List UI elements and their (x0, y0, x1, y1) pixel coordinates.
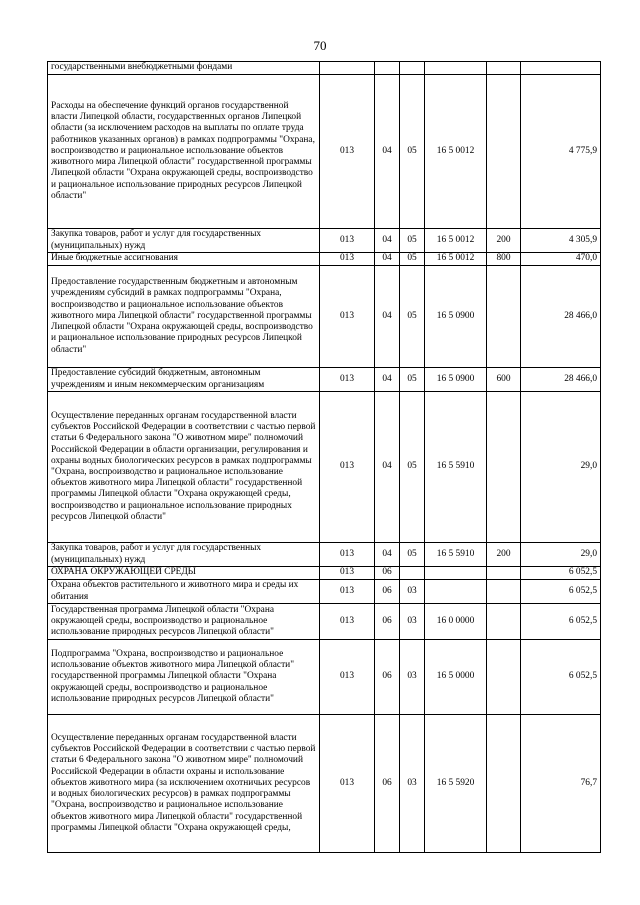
target-article-code: 16 5 0012 (425, 75, 487, 229)
row-description: Подпрограмма "Охрана, воспроизводство и рациональное использование объектов животного мира Липецкой области" государственной программы Липецкой области "Охрана окружающей среды, воспроизводство и рациональное использование природных ресурсов Липецкой области" (48, 640, 320, 715)
target-article-code (425, 62, 487, 75)
expense-type-code: 800 (487, 253, 521, 266)
subsection-code: 05 (400, 253, 425, 266)
page-number: 70 (313, 38, 327, 53)
target-article-code (425, 567, 487, 580)
subsection-code: 03 (400, 715, 425, 853)
table-row (48, 543, 601, 567)
expense-type-code (487, 715, 521, 853)
row-description: Осуществление переданных органам государственной власти субъектов Российской Федерации в соответствии с частью первой статьи 6 Федерального закона "О животном мире" полномочий Российской Федерации в области охраны и использование объектов животного мира (за исключением охотничьих ресурсов и водных биологических ресурсов) в рамках подпрограммы "Охрана, воспроизводство и рациональное использование объектов животного мира Липецкой области" государственной программы Липецкой области "Охрана окружающей среды, (48, 715, 320, 853)
row-description: Государственная программа Липецкой области "Охрана окружающей среды, воспроизводство и рациональное использование природных ресурсов Липецкой области" (48, 604, 320, 640)
expense-type-code (487, 62, 521, 75)
amount: 28 466,0 (521, 368, 601, 392)
table-row (48, 75, 601, 229)
target-article-code: 16 5 0012 (425, 253, 487, 266)
amount: 6 052,5 (521, 567, 601, 580)
table-row (48, 368, 601, 392)
expense-type-code (487, 266, 521, 368)
section-code: 04 (375, 75, 400, 229)
section-code: 06 (375, 567, 400, 580)
section-code: 06 (375, 715, 400, 853)
target-article-code (425, 580, 487, 604)
ministry-code: 013 (320, 75, 375, 229)
subsection-code: 05 (400, 266, 425, 368)
amount: 6 052,5 (521, 604, 601, 640)
ministry-code: 013 (320, 368, 375, 392)
row-description: Иные бюджетные ассигнования (48, 253, 320, 266)
budget-table-body (48, 62, 601, 853)
amount (521, 62, 601, 75)
subsection-code: 03 (400, 640, 425, 715)
amount: 28 466,0 (521, 266, 601, 368)
subsection-code: 03 (400, 604, 425, 640)
subsection-code: 05 (400, 543, 425, 567)
row-description: Охрана объектов растительного и животного мира и среды их обитания (48, 580, 320, 604)
target-article-code: 16 0 0000 (425, 604, 487, 640)
row-description: Расходы на обеспечение функций органов государственной власти Липецкой области, государственных органов Липецкой области (за исключением расходов на выплаты по оплате труда работников указанных органов) в рамках подпрограммы "Охрана, воспроизводство и рациональное использование объектов животного мира Липецкой области" государственной программы Липецкой области "Охрана окружающей среды, воспроизводство и рациональное использование природных ресурсов Липецкой области" (48, 75, 320, 229)
table-row (48, 266, 601, 368)
budget-table (47, 61, 601, 853)
amount: 29,0 (521, 543, 601, 567)
amount: 29,0 (521, 392, 601, 543)
section-code: 04 (375, 229, 400, 253)
table-row (48, 567, 601, 580)
target-article-code: 16 5 0012 (425, 229, 487, 253)
ministry-code: 013 (320, 715, 375, 853)
ministry-code: 013 (320, 266, 375, 368)
table-row (48, 604, 601, 640)
expense-type-code: 200 (487, 229, 521, 253)
table-row (48, 253, 601, 266)
subsection-code: 05 (400, 392, 425, 543)
subsection-code: 03 (400, 580, 425, 604)
subsection-code (400, 62, 425, 75)
table-row (48, 62, 601, 75)
table-row (48, 640, 601, 715)
amount: 4 775,9 (521, 75, 601, 229)
row-description: ОХРАНА ОКРУЖАЮЩЕЙ СРЕДЫ (48, 567, 320, 580)
amount: 6 052,5 (521, 580, 601, 604)
target-article-code: 16 5 0900 (425, 266, 487, 368)
table-row (48, 715, 601, 853)
ministry-code: 013 (320, 543, 375, 567)
amount: 470,0 (521, 253, 601, 266)
row-description: государственными внебюджетными фондами (48, 62, 320, 75)
ministry-code: 013 (320, 567, 375, 580)
subsection-code: 05 (400, 229, 425, 253)
row-description: Предоставление государственным бюджетным и автономным учреждениям субсидий в рамках подпрограммы "Охрана, воспроизводство и рациональное использование объектов животного мира Липецкой области" государственной программы Липецкой области "Охрана окружающей среды, воспроизводство и рациональное использование природных ресурсов Липецкой области" (48, 266, 320, 368)
target-article-code: 16 5 5920 (425, 715, 487, 853)
section-code: 06 (375, 640, 400, 715)
target-article-code: 16 5 5910 (425, 392, 487, 543)
ministry-code: 013 (320, 604, 375, 640)
table-row (48, 392, 601, 543)
ministry-code (320, 62, 375, 75)
section-code: 06 (375, 580, 400, 604)
expense-type-code (487, 580, 521, 604)
ministry-code: 013 (320, 229, 375, 253)
ministry-code: 013 (320, 580, 375, 604)
table-row (48, 580, 601, 604)
section-code: 04 (375, 392, 400, 543)
section-code (375, 62, 400, 75)
expense-type-code: 200 (487, 543, 521, 567)
subsection-code: 05 (400, 368, 425, 392)
expense-type-code (487, 567, 521, 580)
expense-type-code (487, 392, 521, 543)
amount: 4 305,9 (521, 229, 601, 253)
target-article-code: 16 5 0000 (425, 640, 487, 715)
target-article-code: 16 5 0900 (425, 368, 487, 392)
expense-type-code (487, 75, 521, 229)
section-code: 04 (375, 368, 400, 392)
expense-type-code (487, 640, 521, 715)
table-row (48, 229, 601, 253)
ministry-code: 013 (320, 392, 375, 543)
subsection-code: 05 (400, 75, 425, 229)
expense-type-code (487, 604, 521, 640)
amount: 6 052,5 (521, 640, 601, 715)
row-description: Закупка товаров, работ и услуг для государственных (муниципальных) нужд (48, 229, 320, 253)
section-code: 06 (375, 604, 400, 640)
ministry-code: 013 (320, 253, 375, 266)
row-description: Осуществление переданных органам государственной власти субъектов Российской Федерации в соответствии с частью первой статьи 6 Федерального закона "О животном мире" полномочий Российской Федерации в области организации, регулирования и охраны водных биологических ресурсов в рамках подпрограммы "Охрана, воспроизводство и рациональное использование объектов животного мира Липецкой области" государственной программы Липецкой области "Охрана окружающей среды, воспроизводство и рациональное использование природных ресурсов Липецкой области" (48, 392, 320, 543)
section-code: 04 (375, 253, 400, 266)
target-article-code: 16 5 5910 (425, 543, 487, 567)
amount: 76,7 (521, 715, 601, 853)
section-code: 04 (375, 266, 400, 368)
row-description: Закупка товаров, работ и услуг для государственных (муниципальных) нужд (48, 543, 320, 567)
row-description: Предоставление субсидий бюджетным, автономным учреждениям и иным некоммерческим организациям (48, 368, 320, 392)
section-code: 04 (375, 543, 400, 567)
ministry-code: 013 (320, 640, 375, 715)
expense-type-code: 600 (487, 368, 521, 392)
subsection-code (400, 567, 425, 580)
